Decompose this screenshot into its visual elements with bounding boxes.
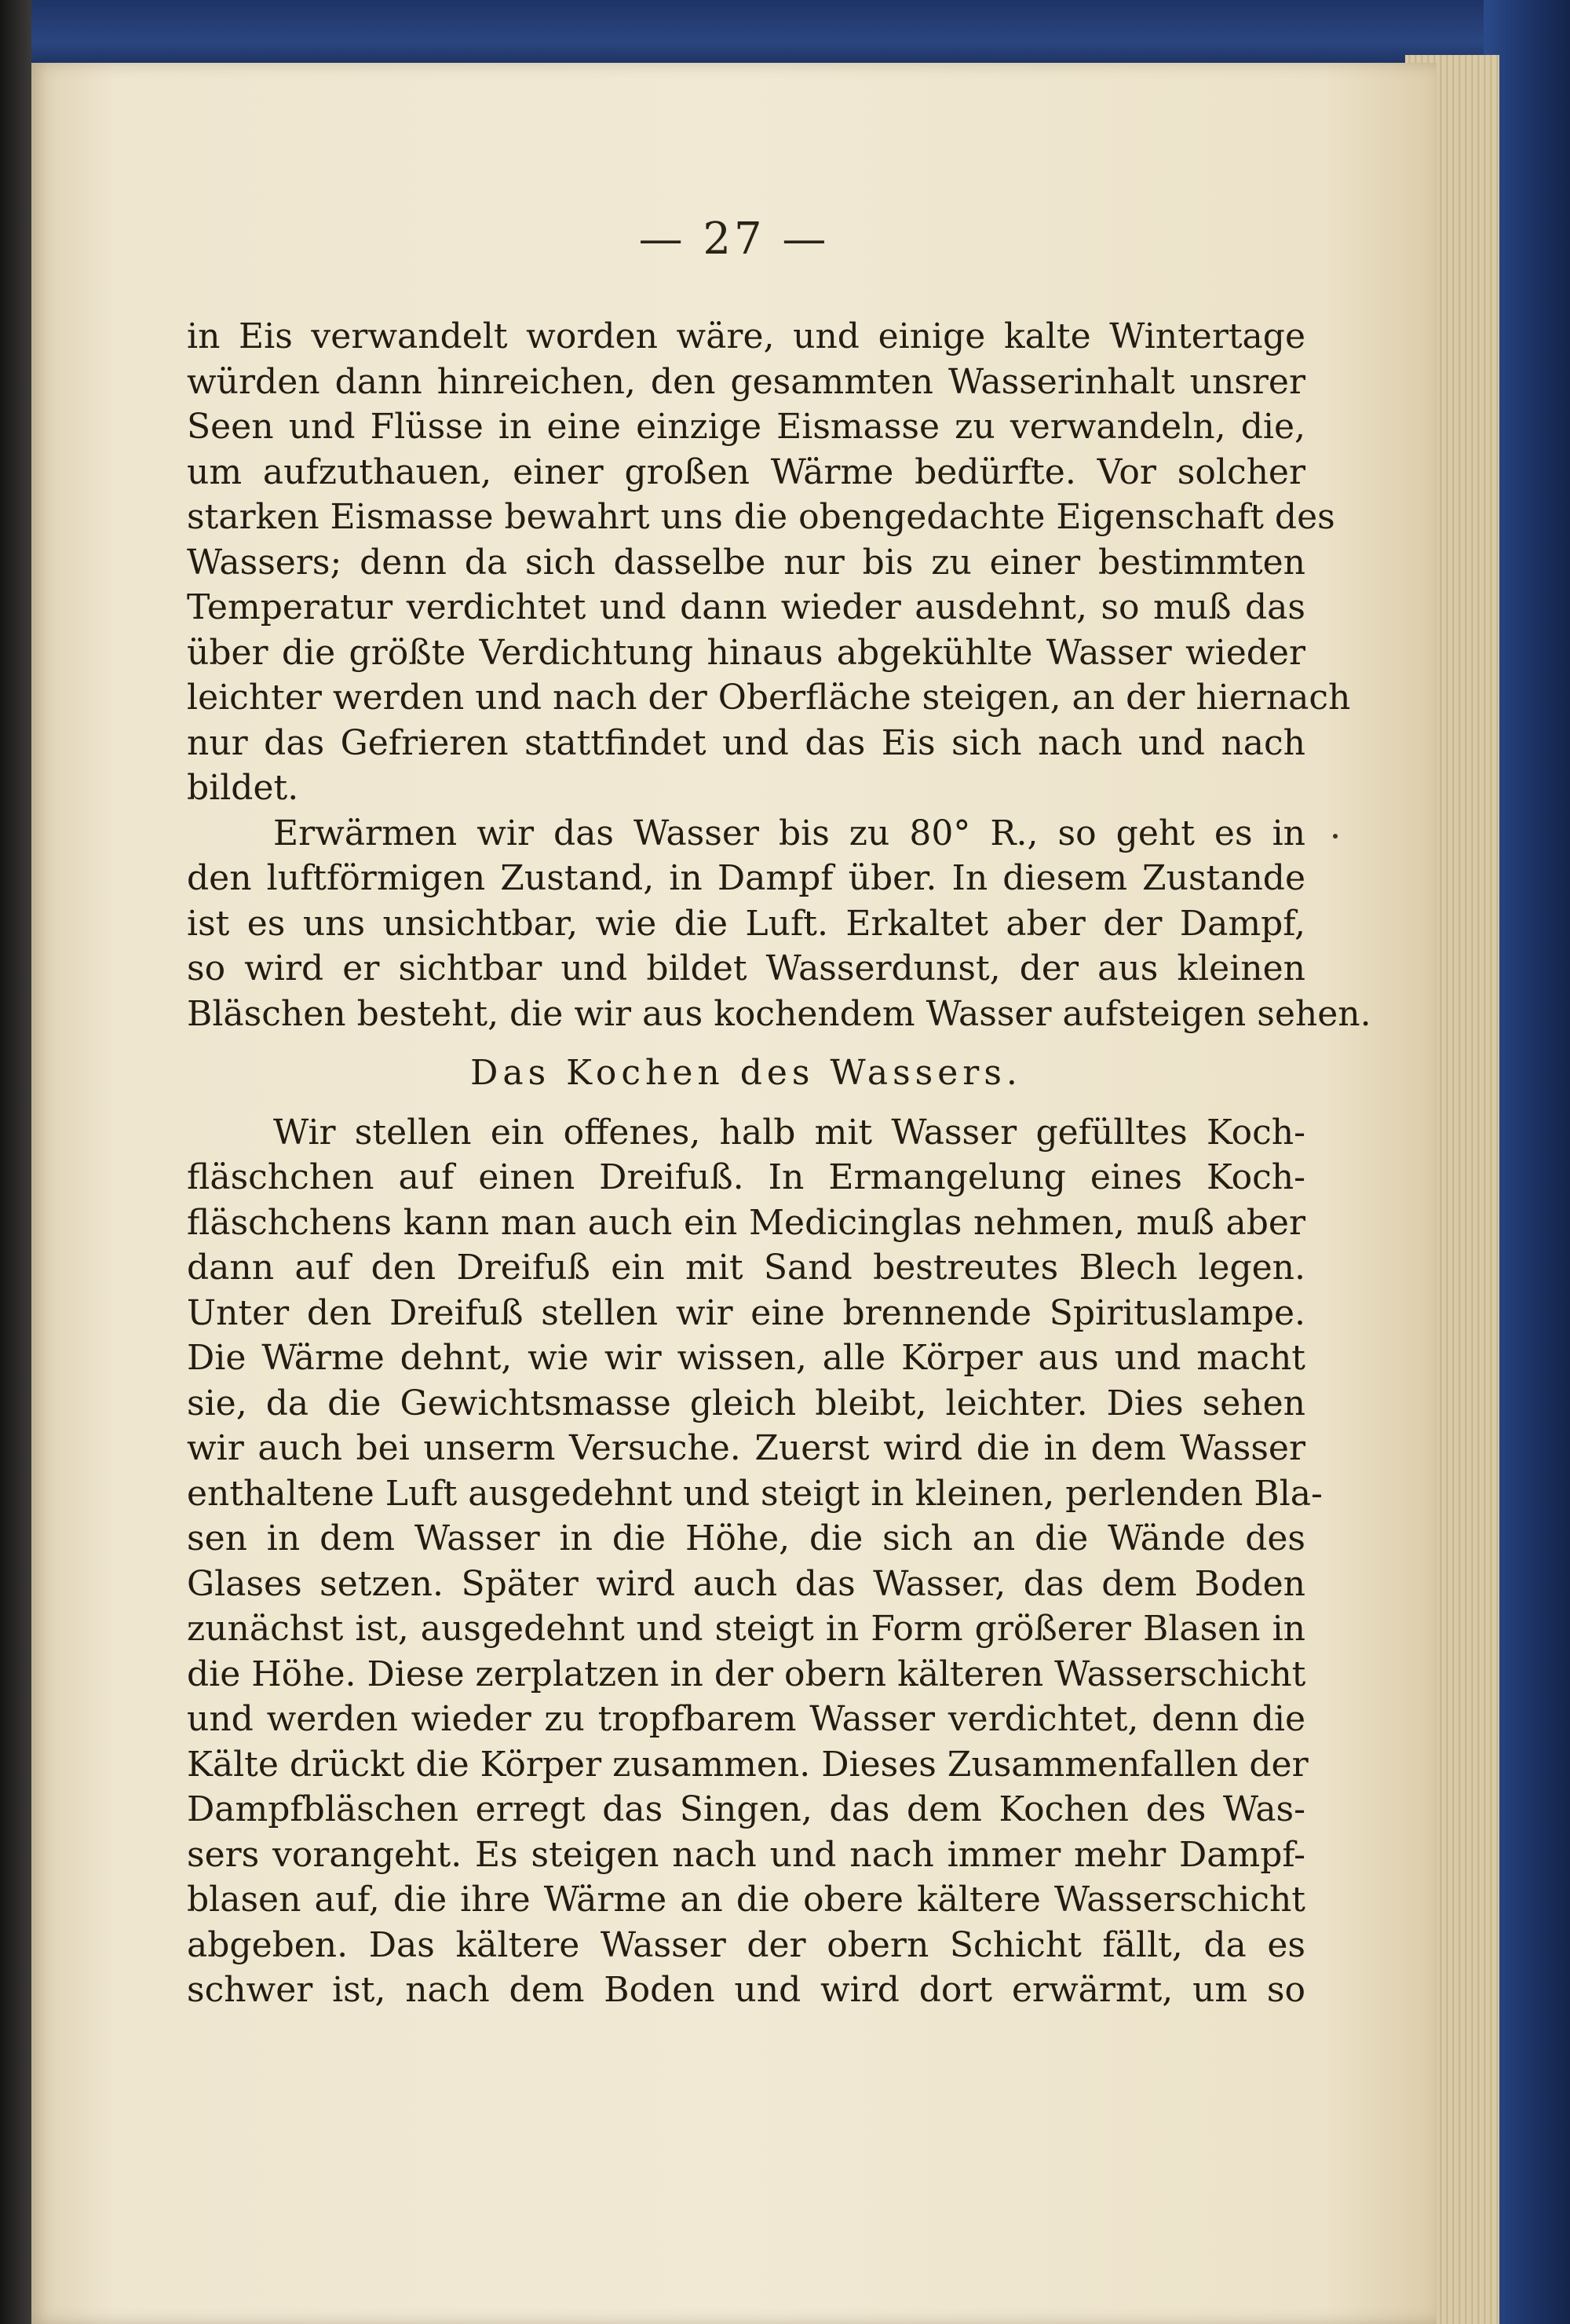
text-line: Unter den Dreifuß stellen wir eine brennende Spirituslampe. [187, 1292, 1305, 1333]
book-gutter [0, 0, 31, 2324]
text-line: zunächst ist, ausgedehnt und steigt in Form größerer Blasen in [187, 1609, 1305, 1649]
text-line: und werden wieder zu tropfbarem Wasser verdichtet, denn die [187, 1699, 1305, 1739]
text-line: Die Wärme dehnt, wie wir wissen, alle Körper aus und macht [187, 1338, 1305, 1378]
text-line: leichter werden und nach der Oberfläche steigen, an der hiernach [187, 678, 1351, 718]
text-line: Wassers; denn da sich dasselbe nur bis zu einer bestimmten [187, 542, 1305, 583]
ink-speck [1333, 834, 1338, 839]
text-line: Temperatur verdichtet und dann wieder ausdehnt, so muß das [187, 587, 1305, 627]
text-line: starken Eismasse bewahrt uns die obengedachte Eigenschaft des [187, 497, 1335, 537]
text-line: nur das Gefrieren stattfindet und das Eis sich nach und nach [187, 722, 1305, 763]
text-line: abgeben. Das kältere Wasser der obern Schicht fällt, da es [187, 1924, 1305, 1965]
text-line: sers vorangeht. Es steigen nach und nach immer mehr Dampf- [187, 1834, 1305, 1875]
section-heading: Das Kochen des Wassers. [470, 1053, 1022, 1093]
text-line: enthaltene Luft ausgedehnt und steigt in kleinen, perlenden Bla- [187, 1473, 1323, 1514]
paragraph [187, 314, 1351, 811]
text-line: Dampfbläschen erregt das Singen, das dem Kochen des Was- [187, 1789, 1305, 1829]
text-line: dann auf den Dreifuß ein mit Sand bestreutes Blech legen. [187, 1248, 1305, 1288]
text-line: den luftförmigen Zustand, in Dampf über. In diesem Zustande [187, 858, 1305, 898]
page-number: — 27 — [638, 214, 830, 265]
text-line: so wird er sichtbar und bildet Wasserdunst, der aus kleinen [187, 948, 1305, 988]
paragraph [187, 1110, 1323, 2013]
text-line: schwer ist, nach dem Boden und wird dort erwärmt, um so [187, 1970, 1305, 2010]
text-line: sen in dem Wasser in die Höhe, die sich an die Wände des [187, 1518, 1305, 1558]
book-cover-top [0, 0, 1570, 71]
text-line: würden dann hinreichen, den gesammten Wasserinhalt unsrer [187, 361, 1305, 402]
text-line: um aufzuthauen, einer großen Wärme bedürfte. Vor solcher [187, 451, 1305, 492]
text-line: Bläschen besteht, die wir aus kochendem Wasser aufsteigen sehen. [187, 993, 1371, 1034]
paragraph [187, 811, 1371, 1037]
text-line: über die größte Verdichtung hinaus abgekühlte Wasser wieder [187, 632, 1305, 673]
text-line: bildet. [187, 768, 299, 808]
text-line: Glases setzen. Später wird auch das Wasser, das dem Boden [187, 1563, 1305, 1604]
text-line: Seen und Flüsse in eine einzige Eismasse zu verwandeln, die, [187, 407, 1305, 447]
text-line: wir auch bei unserm Versuche. Zuerst wird die in dem Wasser [187, 1428, 1305, 1468]
text-line: ist es uns unsichtbar, wie die Luft. Erkaltet aber der Dampf, [187, 903, 1305, 944]
text-line: die Höhe. Diese zerplatzen in der obern kälteren Wasserschicht [187, 1653, 1306, 1694]
text-line: sie, da die Gewichtsmasse gleich bleibt, leichter. Dies sehen [187, 1383, 1305, 1423]
page-body [187, 314, 1371, 2013]
text-line: Erwärmen wir das Wasser bis zu 80° R., so geht es in [273, 813, 1305, 853]
text-line: fläschchens kann man auch ein Medicinglas nehmen, muß aber [187, 1202, 1305, 1243]
text-line: Wir stellen ein offenes, halb mit Wasser gefülltes Koch- [273, 1112, 1305, 1153]
text-line: fläschchen auf einen Dreifuß. In Ermangelung eines Koch- [187, 1157, 1305, 1197]
text-line: Kälte drückt die Körper zusammen. Dieses Zusammenfallen der [187, 1744, 1309, 1785]
text-line: blasen auf, die ihre Wärme an die obere kältere Wasserschicht [187, 1880, 1305, 1920]
text-line: in Eis verwandelt worden wäre, und einige kalte Wintertage [187, 316, 1305, 356]
